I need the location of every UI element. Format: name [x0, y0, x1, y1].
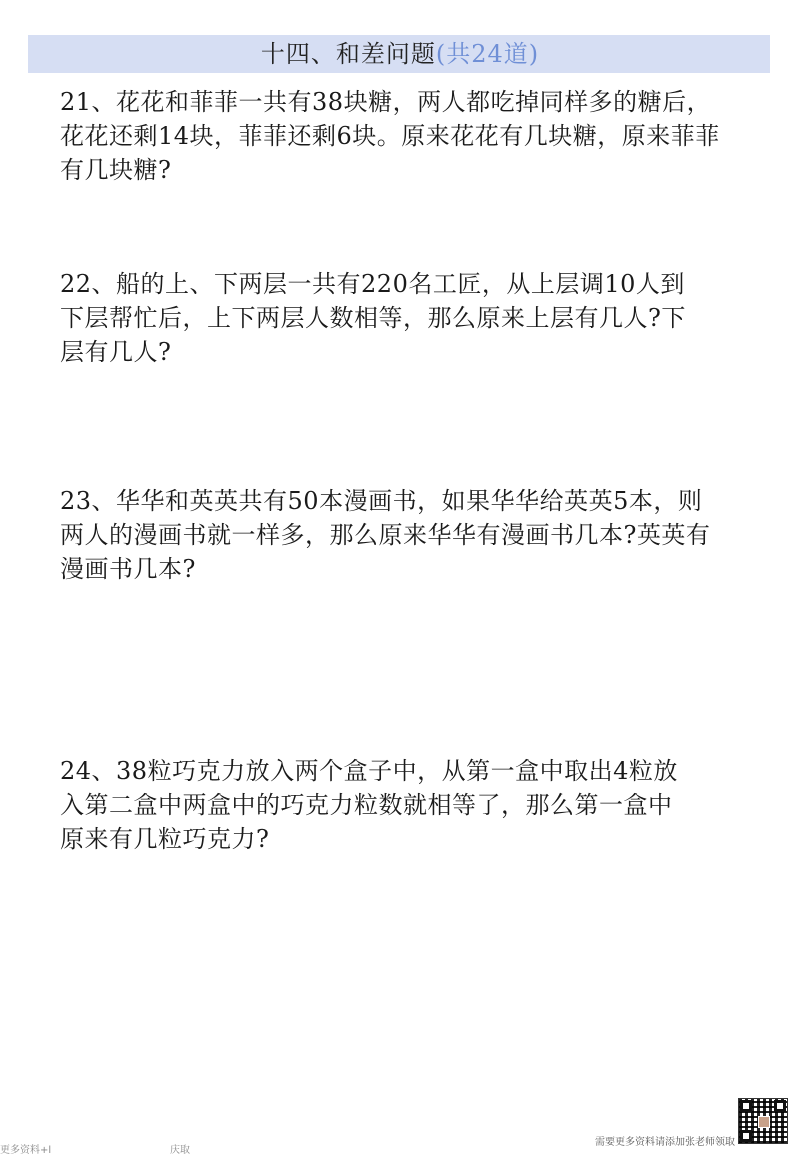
- qr-avatar: [758, 1116, 770, 1128]
- qr-corner: [740, 1130, 752, 1142]
- problem-line: 下层帮忙后，上下两层人数相等，那么原来上层有几人?下: [60, 304, 686, 332]
- problem-line: 两人的漫画书就一样多，那么原来华华有漫画书几本?英英有: [60, 521, 711, 549]
- qr-corner: [774, 1100, 786, 1112]
- problem-21: [60, 85, 760, 187]
- qr-code-icon[interactable]: [738, 1098, 788, 1144]
- problem-24: [60, 754, 760, 856]
- problem-22: [60, 267, 760, 369]
- footer-left-text: 更多资料+l: [0, 1145, 52, 1156]
- problem-line: 层有几人?: [60, 338, 172, 366]
- problem-23: [60, 484, 760, 586]
- problem-line: 入第二盒中两盒中的巧克力粒数就相等了，那么第一盒中: [60, 791, 673, 819]
- problem-line: 漫画书几本?: [60, 555, 196, 583]
- problem-line: 有几块糖?: [60, 156, 172, 184]
- problem-line: 花花还剩14块，菲菲还剩6块。原来花花有几块糖，原来菲菲: [60, 122, 720, 150]
- footer-right-text: 需要更多资料请添加张老师领取: [595, 1137, 735, 1148]
- footer-middle-text: 庆取: [170, 1145, 190, 1156]
- title-count: (共24道): [435, 40, 540, 68]
- problem-line: 24、38粒巧克力放入两个盒子中，从第一盒中取出4粒放: [60, 757, 678, 785]
- problem-line: 21、花花和菲菲一共有38块糖，两人都吃掉同样多的糖后，: [60, 88, 712, 116]
- page-title: [0, 35, 800, 73]
- problem-line: 原来有几粒巧克力?: [60, 825, 270, 853]
- problem-line: 23、华华和英英共有50本漫画书，如果华华给英英5本，则: [60, 487, 703, 515]
- title-text: 十四、和差问题: [260, 40, 436, 68]
- qr-corner: [740, 1100, 752, 1112]
- problem-line: 22、船的上、下两层一共有220名工匠，从上层调10人到: [60, 270, 685, 298]
